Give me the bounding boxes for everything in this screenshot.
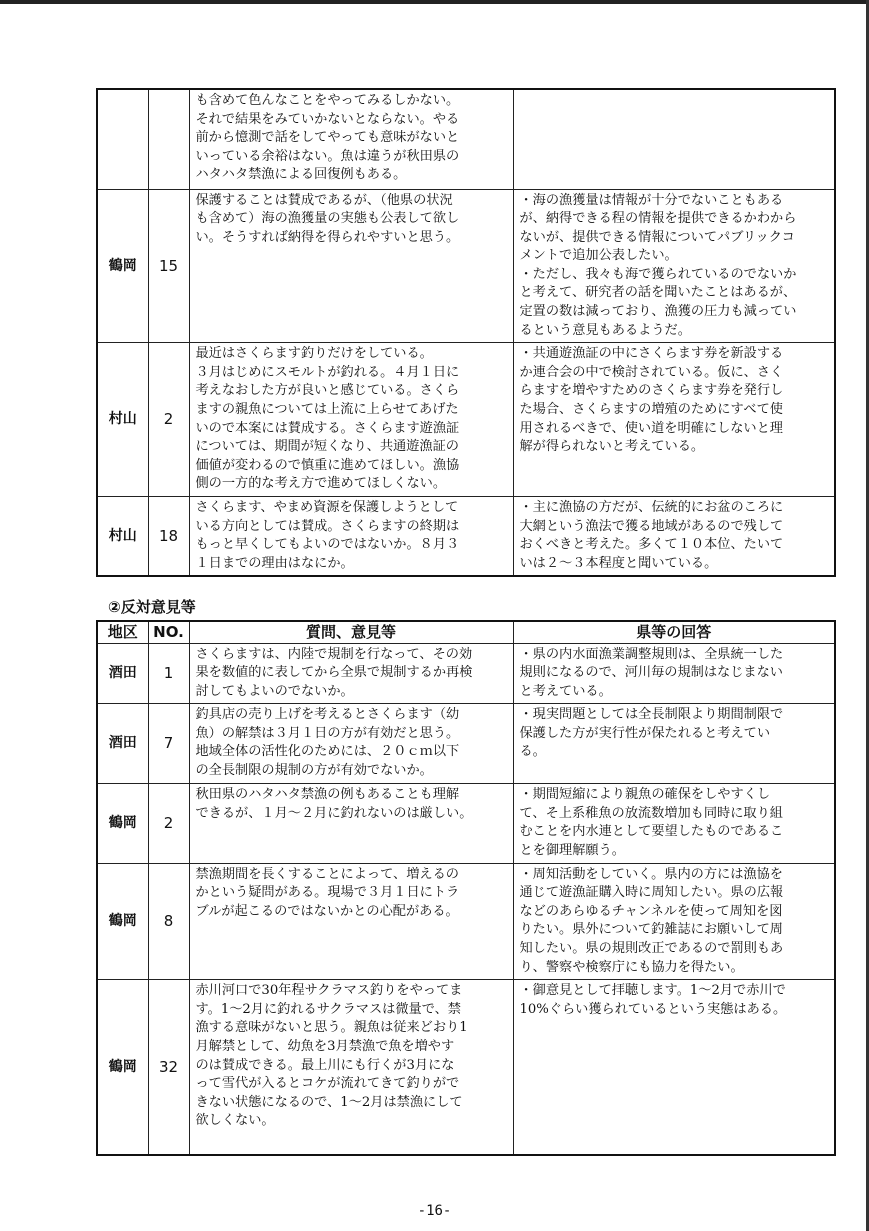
opinion-cell	[189, 643, 513, 704]
number-cell: 1	[148, 643, 189, 704]
response-cell	[513, 784, 835, 863]
opinion-cell	[189, 704, 513, 784]
number-cell: 8	[148, 863, 189, 980]
header-opinion: 質問、意見等	[189, 621, 513, 643]
section-heading-objections: ②反対意見等	[108, 598, 196, 616]
number-cell: 18	[148, 497, 189, 577]
opinion-cell	[189, 784, 513, 863]
header-response: 県等の回答	[513, 621, 835, 643]
number-cell: 15	[148, 189, 189, 343]
district-cell: 鶴岡	[97, 784, 148, 863]
table-row	[97, 89, 835, 189]
table-row	[97, 643, 835, 704]
response-cell	[513, 863, 835, 980]
response-cell	[513, 89, 835, 189]
district-cell: 鶴岡	[97, 980, 148, 1155]
opinion-cell	[189, 343, 513, 497]
opinion-cell	[189, 497, 513, 577]
opinion-text: 最近はさくらます釣りだけをしている。 ３月はじめにスモルトが釣れる。４月１日に 考えなおした方が良いと感じている。さくら ますの親魚については上流に上らせてあげた いので本案には賛成する。さくらます遊漁証 については、期間が短くなり、共通遊漁証の 価値が変わるので慎重に進めてほしい。漁協 側の一方的な考え方で進めてほしくない。	[195, 346, 460, 492]
opinion-cell	[189, 980, 513, 1155]
number-cell: 7	[148, 704, 189, 784]
opinion-text: さくらますは、内陸で規制を行なって、その効 果を数値的に表してから全県で規制するか再検 討してもよいのでないか。	[195, 646, 473, 699]
response-cell	[513, 704, 835, 784]
top-border-line	[0, 0, 869, 4]
response-text: ・海の漁獲量は情報が十分でないこともある が、納得できる程の情報を提供できるかわから ないが、提供できる情報についてパブリックコ メントで追加公表したい。 ・ただし、我々も海で獲られているのでないか と考えて、研究者の話を聞いたことはあるが、 定置の数は減っており、漁獲の圧力も減ってい るという意見もあるようだ。	[519, 192, 797, 338]
table-row	[97, 704, 835, 784]
response-cell	[513, 497, 835, 577]
district-cell: 鶴岡	[97, 189, 148, 343]
number-cell: 2	[148, 784, 189, 863]
table-row	[97, 980, 835, 1155]
opinion-cell	[189, 189, 513, 343]
opinion-cell	[189, 863, 513, 980]
response-cell	[513, 980, 835, 1155]
table-row	[97, 497, 835, 577]
page-number: -16-	[417, 1203, 452, 1219]
district-cell	[97, 89, 148, 189]
response-text: ・主に漁協の方だが、伝統的にお盆のころに 大網という漁法で獲る地域があるので残して おくべきと考えた。多くて１０本位、たいて いは２～３本程度と聞いている。	[519, 500, 784, 571]
opinion-text: 保護することは賛成であるが、（他県の状況 も含めて）海の漁獲量の実態も公表して欲し い。そうすれば納得を得られやすいと思う。	[195, 192, 460, 245]
opinion-text: 秋田県のハタハタ禁漁の例もあることも理解 できるが、１月～２月に釣れないのは厳しい。	[195, 787, 473, 821]
header-district: 地区	[97, 621, 148, 643]
number-cell: 32	[148, 980, 189, 1155]
opinion-text: 釣具店の売り上げを考えるとさくらます（幼 魚）の解禁は３月１日の方が有効だと思う。 地域全体の活性化のためには、２０ｃｍ以下 の全長制限の規制の方が有効でないか。	[195, 707, 460, 779]
number-cell	[148, 89, 189, 189]
table-row	[97, 784, 835, 863]
opinion-cell	[189, 89, 513, 189]
district-cell: 酒田	[97, 704, 148, 784]
response-text: ・共通遊漁証の中にさくらます券を新設する か連合会の中で検討されている。仮に、さく らますを増やすためのさくらます券を発行し た場合、さくらますの増殖のためにすべて使 用されるべきで、使い道を明確にしないと理 解が得られないと考えている。	[519, 346, 784, 455]
district-cell: 酒田	[97, 643, 148, 704]
response-text: ・県の内水面漁業調整規則は、全県統一した 規則になるので、河川毎の規制はなじまない と考えている。	[519, 646, 784, 699]
response-text: ・周知活動をしていく。県内の方には漁協を 通じて遊漁証購入時に周知したい。県の広報 などのあらゆるチャンネルを使って周知を図 りたい。県外について釣雑誌にお願いして周 知したい。県の規則改正であるので罰則もあ り、警察や検察庁にも協力を得たい。	[519, 866, 784, 975]
response-text: ・御意見として拝聴します。1～2月で赤川で 10%ぐらい獲られているという実態はある。	[519, 983, 787, 1017]
district-cell: 村山	[97, 497, 148, 577]
response-cell	[513, 189, 835, 343]
header-number: NO.	[148, 621, 189, 643]
opinion-text: も含めて色んなことをやってみるしかない。 それで結果をみていかないとならない。やる 前から憶測で話をしてやっても意味がないと いっている余裕はない。魚は違うが秋田県の ハタハタ禁漁による回復例もある。	[195, 93, 460, 183]
response-text: ・現実問題としては全長制限より期間制限で 保護した方が実行性が保たれると考えてい る。	[519, 707, 784, 760]
opinion-text: 赤川河口で30年程サクラマス釣りをやってま す。1～2月に釣れるサクラマスは微量で、禁 漁する意味がないと思う。親魚は従来どおり1 月解禁として、幼魚を3月禁漁で魚を増やす のは賛成できる。最上川にも行くが3月にな って雪代が入るとコケが流れてきて釣りがで きない状態になるので、1～2月は禁漁にして 欲しくない。	[195, 983, 468, 1129]
opinion-text: さくらます、やまめ資源を保護しようとして いる方向としては賛成。さくらますの終期は もっと早くしてもよいのではないか。８月３ １日までの理由はなにか。	[195, 500, 460, 571]
table-header-row	[97, 621, 835, 643]
opinion-text: 禁漁期間を長くすることによって、増えるの かという疑問がある。現場で３月１日にトラ ブルが起こるのではないかとの心配がある。	[195, 866, 460, 919]
number-cell: 2	[148, 343, 189, 497]
response-cell	[513, 643, 835, 704]
table-row	[97, 343, 835, 497]
opinions-table-continued	[96, 88, 836, 577]
objections-table	[96, 620, 836, 1156]
table-row	[97, 863, 835, 980]
district-cell: 鶴岡	[97, 863, 148, 980]
district-cell: 村山	[97, 343, 148, 497]
table-row	[97, 189, 835, 343]
response-cell	[513, 343, 835, 497]
response-text: ・期間短縮により親魚の確保をしやすくし て、そ上系稚魚の放流数増加も同時に取り組 むことを内水連として要望したものであるこ とを御理解願う。	[519, 787, 784, 859]
